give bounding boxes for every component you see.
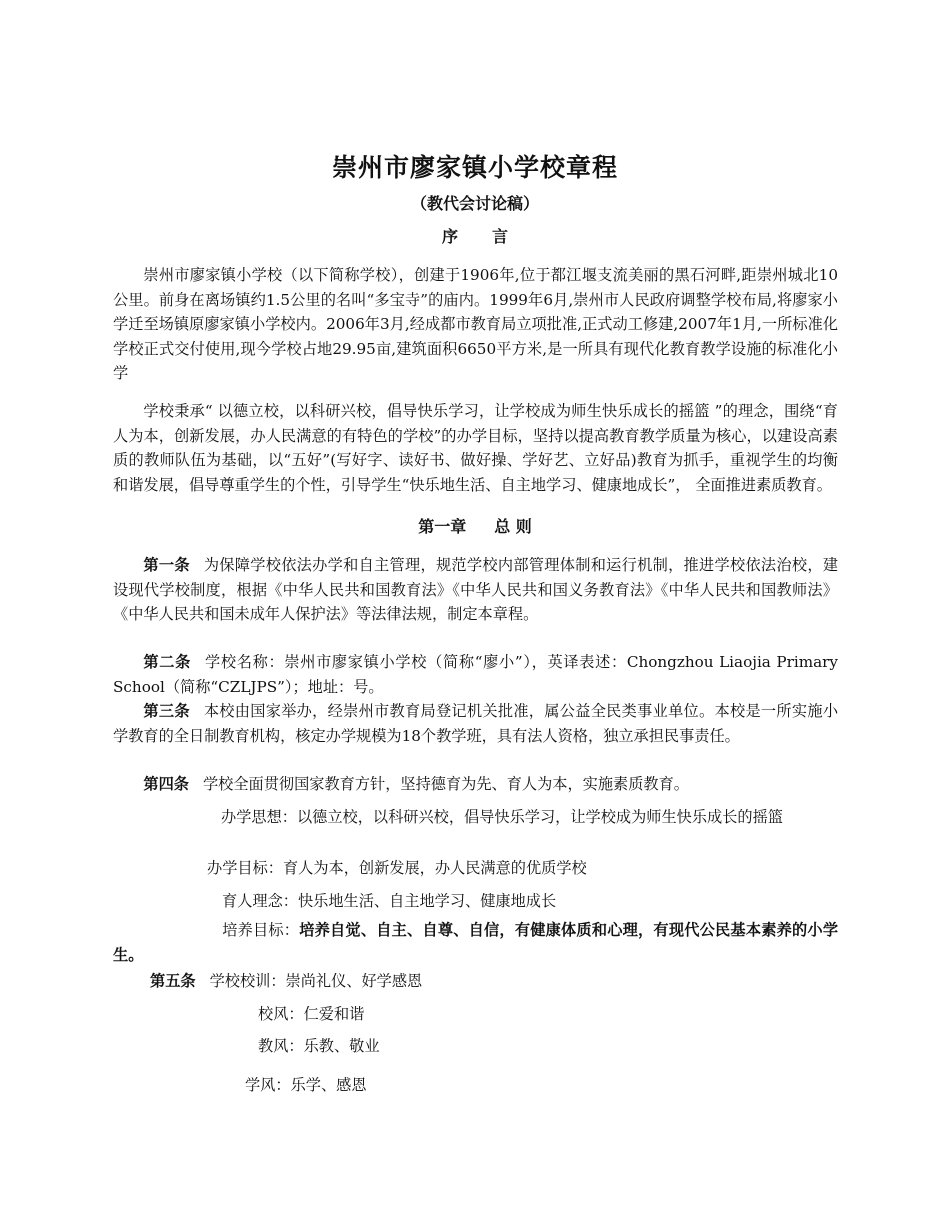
document-title: 崇州市廖家镇小学校章程 [331, 153, 618, 182]
article-4-school-thought: 办学思想：以德立校，以科研兴校，倡导快乐学习，让学校成为师生快乐成长的摇篮 [221, 808, 783, 826]
document-subtitle: （教代会讨论稿） [410, 194, 539, 213]
article-text: 本校由国家举办，经崇州市教育局登记机关批准，属公益全民类事业单位。本校是一所实施小学教育的全日制教育机构，核定办学规模为18个教学班，具有法人资格，独立承担民事责任。 [113, 702, 839, 745]
article-4-education-idea: 育人理念：快乐地生活、自主地学习、健康地成长 [222, 892, 557, 910]
study-spirit: 学风：乐学、感恩 [245, 1076, 367, 1094]
chapter-title: 总 则 [494, 517, 532, 536]
article-label: 第二条 [143, 653, 191, 671]
article-text: 学校名称：崇州市廖家镇小学校（简称“廖小”），英译表述：Chongzhou Liaojia Primary School（简称“CZLJPS”）；地址：号。 [113, 653, 838, 696]
chapter-number: 第一章 [418, 517, 467, 536]
training-aim-label: 培养目标： [222, 921, 300, 939]
article-label: 第一条 [143, 556, 190, 574]
preface-paragraph-1: 崇州市廖家镇小学校（以下简称学校），创建于1906年,位于都江堰支流美丽的黑石河畔,距崇州城北10公里。前身在离场镇约1.5公里的名叫“多宝寺”的庙内。1999年6月,崇州市人民政府调整学校布局,将廖家小学迁至场镇原廖家镇小学校内。2006年3月,经成都市教育局立项批准,正式动工修建,2007年1月,一所标准化学校正式交付使用,现今学校占地29.95亩,建筑面积6650平方米,是一所具有现代化教育教学设施的标准化小学 [113, 266, 838, 382]
article-4-training-aim [113, 918, 838, 967]
preface-heading [0, 225, 950, 249]
article-label: 第四条 [143, 775, 189, 793]
article-label: 第三条 [143, 702, 190, 720]
article-2 [113, 650, 838, 699]
article-label: 第五条 [150, 972, 196, 990]
preface-paragraph-2: 学校秉承“ 以德立校，以科研兴校，倡导快乐学习，让学校成为师生快乐成长的摇篮 ”的理念，围绕“育人为本，创新发展，办人民满意的有特色的学校”的办学目标，坚持以提高教育教学质量为核心，以建设高素质的教师队伍为基础，以“五好”(写好字、读好书、做好操、学好艺、立好品)教育为抓手，重视学生的均衡和谐发展，倡导尊重学生的个性，引导学生“快乐地生活、自主地学习、健康地成长”， 全面推进素质教育。 [113, 402, 838, 494]
article-3 [113, 699, 838, 748]
article-text: 学校全面贯彻国家教育方针，坚持德育为先、育人为本，实施素质教育。 [202, 775, 689, 793]
article-5 [150, 969, 422, 994]
article-text: 为保障学校依法办学和自主管理，规范学校内部管理体制和运行机制，推进学校依法治校，建设现代学校制度，根据《中华人民共和国教育法》《中华人民共和国义务教育法》《中华人民共和国教师法》《中华人民共和国未成年人保护法》等法律法规，制定本章程。 [113, 556, 839, 623]
teaching-spirit: 教风：乐教、敬业 [258, 1037, 380, 1055]
school-motto: 学校校训：崇尚礼仪、好学感恩 [209, 972, 423, 990]
training-aim-text: 培养自觉、自主、自尊、自信，有健康体质和心理，有现代公民基本素养的小学生。 [113, 921, 839, 964]
preface-heading-char-2: 言 [492, 227, 509, 246]
preface-heading-char-1: 序 [441, 227, 458, 246]
chapter-one-heading [0, 515, 950, 539]
school-spirit: 校风：仁爱和谐 [258, 1005, 365, 1023]
article-1 [113, 553, 838, 627]
article-4 [113, 772, 838, 797]
article-4-school-goal: 办学目标：育人为本，创新发展，办人民满意的优质学校 [207, 859, 587, 877]
